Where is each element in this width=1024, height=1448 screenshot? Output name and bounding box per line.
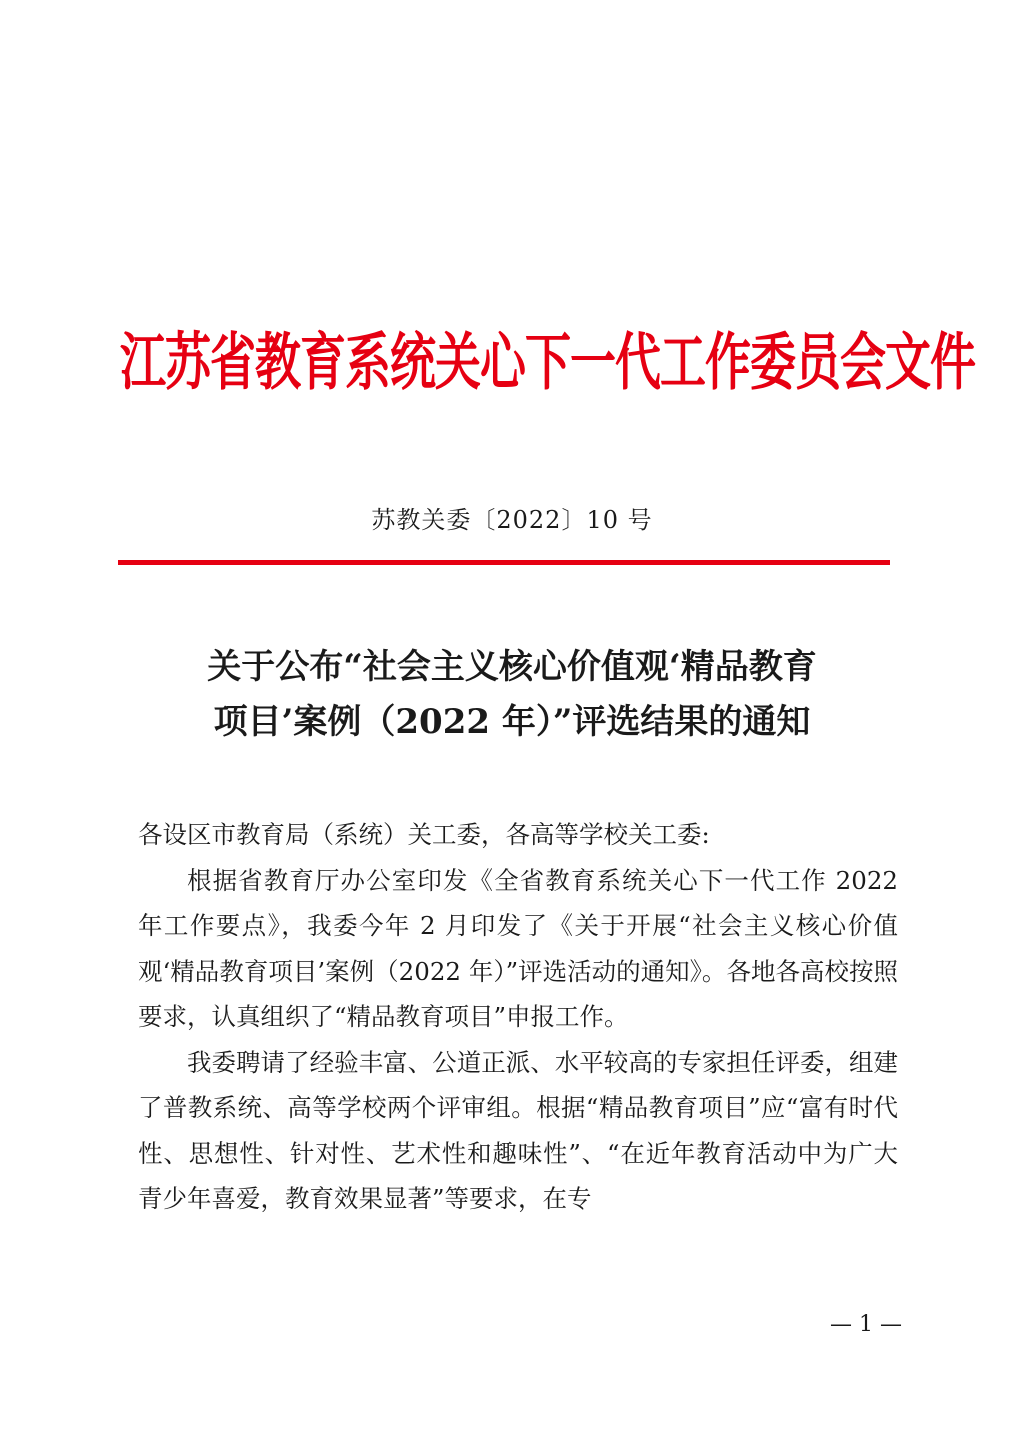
notice-title [120, 640, 904, 750]
paragraph-1: 根据省教育厅办公室印发《全省教育系统关心下一代工作 2022 年工作要点》，我委今年 2 月印发了《关于开展“社会主义核心价值观‘精品教育项目’案例（2022 年）”评选活动的通知》。各地各高校按照要求，认真组织了“精品教育项目”申报工作。 [138, 865, 898, 1031]
document-number: 苏教关委〔2022〕10 号 [371, 506, 653, 534]
red-divider-line [118, 560, 890, 565]
paragraph-2: 我委聘请了经验丰富、公道正派、水平较高的专家担任评委，组建了普教系统、高等学校两个评审组。根据“精品教育项目”应“富有时代性、思想性、针对性、艺术性和趣味性”、“在近年教育活动中为广大青少年喜爱，教育效果显著”等要求，在专 [138, 1047, 898, 1213]
body-text [138, 812, 898, 1222]
notice-title-line-1: 关于公布“社会主义核心价值观‘精品教育 [207, 647, 817, 687]
notice-title-line-2: 项目’案例（2022 年）”评选结果的通知 [213, 702, 811, 742]
org-header-title: 江苏省教育系统关心下一代工作委员会文件 [120, 325, 975, 399]
salutation: 各设区市教育局（系统）关工委，各高等学校关工委: [138, 820, 710, 849]
page-number: — 1 — [830, 1312, 902, 1337]
